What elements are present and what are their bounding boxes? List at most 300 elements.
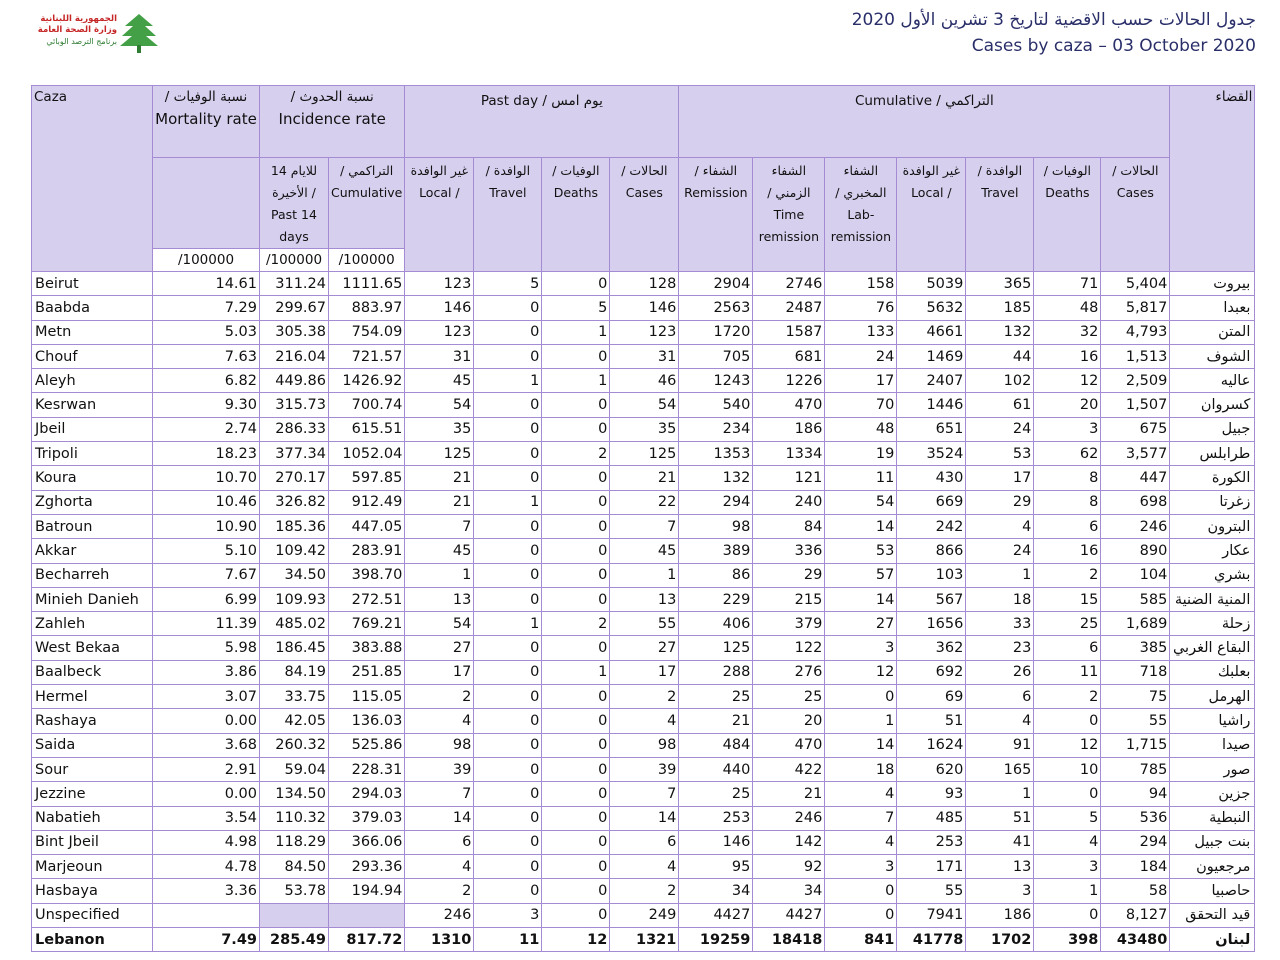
table-cell: 0 — [825, 879, 897, 903]
caza-name: Nabatieh — [32, 806, 153, 830]
caza-name: Aleyh — [32, 369, 153, 393]
table-cell: 0 — [542, 466, 610, 490]
table-cell: 186.45 — [260, 636, 329, 660]
table-cell: 128 — [610, 272, 679, 296]
table-cell: 379 — [753, 612, 825, 636]
caza-name: Jezzine — [32, 782, 153, 806]
table-cell: 84.19 — [260, 660, 329, 684]
table-cell: 4.98 — [153, 830, 260, 854]
table-cell: 0 — [1034, 903, 1101, 927]
table-cell: 294 — [1101, 830, 1170, 854]
logo-line-2: وزارة الصحة العامة — [37, 25, 117, 35]
table-row — [32, 903, 1255, 927]
table-cell: 21 — [753, 782, 825, 806]
table-cell: 4.78 — [153, 855, 260, 879]
table-cell: 2407 — [897, 369, 966, 393]
caza-name-ar: صور — [1170, 757, 1255, 781]
table-cell: 20 — [753, 709, 825, 733]
table-cell: 0 — [542, 855, 610, 879]
table-cell: 2904 — [679, 272, 753, 296]
table-cell: 0 — [474, 806, 542, 830]
caza-name-ar: صيدا — [1170, 733, 1255, 757]
table-cell: 817.72 — [329, 928, 405, 952]
table-cell: 7.29 — [153, 296, 260, 320]
table-cell: 33.75 — [260, 685, 329, 709]
caza-name-ar: البقاع الغربي — [1170, 636, 1255, 660]
table-cell: 136.03 — [329, 709, 405, 733]
table-cell: 4,793 — [1101, 320, 1170, 344]
table-cell: 7 — [405, 514, 474, 538]
table-cell: 2 — [542, 612, 610, 636]
table-cell: 18.23 — [153, 442, 260, 466]
table-cell: 15 — [1034, 587, 1101, 611]
table-cell: 59.04 — [260, 757, 329, 781]
table-row — [32, 757, 1255, 781]
table-cell: 33 — [966, 612, 1034, 636]
table-cell: 10.46 — [153, 490, 260, 514]
header-caza: Caza — [32, 86, 153, 272]
table-cell: 4 — [1034, 830, 1101, 854]
table-cell: 912.49 — [329, 490, 405, 514]
caza-name: Zahleh — [32, 612, 153, 636]
table-cell: 246 — [1101, 514, 1170, 538]
table-cell: 4 — [825, 830, 897, 854]
table-cell: 1 — [542, 320, 610, 344]
table-cell: 10 — [1034, 757, 1101, 781]
table-cell: 2563 — [679, 296, 753, 320]
table-cell: 288 — [679, 660, 753, 684]
table-cell: 336 — [753, 539, 825, 563]
table-cell: 366.06 — [329, 830, 405, 854]
table-cell: 0 — [542, 636, 610, 660]
caza-name-ar: النبطية — [1170, 806, 1255, 830]
table-cell: 62 — [1034, 442, 1101, 466]
table-cell: 769.21 — [329, 612, 405, 636]
table-cell: 3.68 — [153, 733, 260, 757]
table-cell: 365 — [966, 272, 1034, 296]
caza-name: Bint Jbeil — [32, 830, 153, 854]
caza-name: Sour — [32, 757, 153, 781]
table-cell: 3 — [1034, 417, 1101, 441]
table-cell: 1,689 — [1101, 612, 1170, 636]
table-cell: 1310 — [405, 928, 474, 952]
table-cell: 1,513 — [1101, 344, 1170, 368]
table-cell: 620 — [897, 757, 966, 781]
table-cell: 1702 — [966, 928, 1034, 952]
table-row — [32, 733, 1255, 757]
table-cell: 449.86 — [260, 369, 329, 393]
table-cell: 11 — [825, 466, 897, 490]
caza-name: Metn — [32, 320, 153, 344]
table-cell: 0.00 — [153, 782, 260, 806]
table-cell: 0 — [542, 587, 610, 611]
table-cell: 1 — [474, 612, 542, 636]
caza-name: West Bekaa — [32, 636, 153, 660]
table-cell: 3 — [1034, 855, 1101, 879]
table-cell: 1321 — [610, 928, 679, 952]
caza-name: Hermel — [32, 685, 153, 709]
table-cell: 6.99 — [153, 587, 260, 611]
table-cell: 122 — [753, 636, 825, 660]
table-cell: 2 — [1034, 685, 1101, 709]
table-cell: 5,404 — [1101, 272, 1170, 296]
table-cell: 692 — [897, 660, 966, 684]
table-cell: 7 — [405, 782, 474, 806]
table-cell: 92 — [753, 855, 825, 879]
table-cell: 45 — [405, 539, 474, 563]
table-cell: 146 — [610, 296, 679, 320]
table-cell: 109.93 — [260, 587, 329, 611]
table-cell: 5632 — [897, 296, 966, 320]
table-cell: 0 — [474, 879, 542, 903]
table-cell: 406 — [679, 612, 753, 636]
table-cell: 398 — [1034, 928, 1101, 952]
table-cell: 0 — [474, 685, 542, 709]
table-cell: 55 — [897, 879, 966, 903]
caza-name: Lebanon — [32, 928, 153, 952]
table-cell: 14 — [610, 806, 679, 830]
table-cell: 0 — [542, 539, 610, 563]
table-row — [32, 782, 1255, 806]
table-cell: 8 — [1034, 490, 1101, 514]
table-cell: 104 — [1101, 563, 1170, 587]
table-cell: 7 — [825, 806, 897, 830]
caza-name: Saida — [32, 733, 153, 757]
table-cell: 253 — [679, 806, 753, 830]
table-cell: 299.67 — [260, 296, 329, 320]
table-cell: 45 — [610, 539, 679, 563]
table-cell: 5.03 — [153, 320, 260, 344]
table-row — [32, 417, 1255, 441]
title-arabic: جدول الحالات حسب الاقضية لتاريخ 3 تشرين الأول 2020 — [851, 10, 1256, 30]
table-cell: 123 — [405, 272, 474, 296]
table-cell: 597.85 — [329, 466, 405, 490]
table-cell: 42.05 — [260, 709, 329, 733]
table-cell: 785 — [1101, 757, 1170, 781]
table-cell — [329, 903, 405, 927]
table-cell: 470 — [753, 733, 825, 757]
table-cell: 46 — [610, 369, 679, 393]
table-cell: 4 — [610, 709, 679, 733]
table-cell: 286.33 — [260, 417, 329, 441]
table-cell: 385 — [1101, 636, 1170, 660]
table-cell: 6.82 — [153, 369, 260, 393]
table-cell: 165 — [966, 757, 1034, 781]
table-cell: 7.63 — [153, 344, 260, 368]
table-cell: 31 — [405, 344, 474, 368]
table-cell: 27 — [610, 636, 679, 660]
table-cell: 3 — [474, 903, 542, 927]
header-cum-cases: الحالات / Cases — [1101, 158, 1170, 272]
caza-name-ar: زغرتا — [1170, 490, 1255, 514]
table-cell: 17 — [966, 466, 1034, 490]
table-cell: 84 — [753, 514, 825, 538]
table-cell: 123 — [610, 320, 679, 344]
header-deaths: الوفيات / Deaths — [542, 158, 610, 272]
table-cell: 34.50 — [260, 563, 329, 587]
table-cell: 110.32 — [260, 806, 329, 830]
table-cell: 54 — [405, 393, 474, 417]
table-cell: 294.03 — [329, 782, 405, 806]
table-cell: 3 — [825, 855, 897, 879]
table-cell: 249 — [610, 903, 679, 927]
table-cell: 4 — [610, 855, 679, 879]
header-inc-14days: للايام 14 / الأخيرة Past 14 days — [260, 158, 329, 249]
table-cell: 2 — [542, 442, 610, 466]
table-cell: 21 — [679, 709, 753, 733]
table-cell: 260.32 — [260, 733, 329, 757]
header-travel: الوافدة / Travel — [474, 158, 542, 272]
table-row — [32, 636, 1255, 660]
table-cell: 377.34 — [260, 442, 329, 466]
table-row — [32, 563, 1255, 587]
table-cell: 98 — [679, 514, 753, 538]
table-cell: 3.86 — [153, 660, 260, 684]
caza-name-ar: البترون — [1170, 514, 1255, 538]
table-cell: 17 — [405, 660, 474, 684]
logo-line-3: برنامج الترصد الوبائي — [46, 37, 117, 46]
table-cell: 4 — [966, 514, 1034, 538]
caza-name: Rashaya — [32, 709, 153, 733]
caza-name: Baalbeck — [32, 660, 153, 684]
table-cell: 0 — [474, 733, 542, 757]
table-cell: 21 — [610, 466, 679, 490]
table-cell: 51 — [966, 806, 1034, 830]
table-cell: 229 — [679, 587, 753, 611]
table-cell: 841 — [825, 928, 897, 952]
table-cell: 186 — [753, 417, 825, 441]
table-cell: 45 — [405, 369, 474, 393]
table-cell: 125 — [610, 442, 679, 466]
table-cell: 27 — [405, 636, 474, 660]
table-cell: 1 — [610, 563, 679, 587]
table-cell: 26 — [966, 660, 1034, 684]
table-cell: 669 — [897, 490, 966, 514]
table-cell: 0 — [474, 466, 542, 490]
table-cell: 0 — [542, 806, 610, 830]
caza-name: Hasbaya — [32, 879, 153, 903]
table-row — [32, 369, 1255, 393]
unit-mortality: /100000 — [153, 249, 260, 272]
caza-name-ar: لبنان — [1170, 928, 1255, 952]
table-cell: 315.73 — [260, 393, 329, 417]
table-cell: 0 — [474, 514, 542, 538]
table-cell: 0 — [1034, 709, 1101, 733]
table-cell: 1 — [474, 369, 542, 393]
table-cell: 246 — [753, 806, 825, 830]
table-cell: 398.70 — [329, 563, 405, 587]
caza-name: Tripoli — [32, 442, 153, 466]
table-cell: 55 — [610, 612, 679, 636]
table-cell: 1334 — [753, 442, 825, 466]
table-row — [32, 612, 1255, 636]
table-cell: 5039 — [897, 272, 966, 296]
table-cell: 102 — [966, 369, 1034, 393]
table-row — [32, 466, 1255, 490]
table-cell: 293.36 — [329, 855, 405, 879]
caza-name-ar: المنية الضنية — [1170, 587, 1255, 611]
table-cell: 311.24 — [260, 272, 329, 296]
table-cell: 20 — [1034, 393, 1101, 417]
caza-name: Beirut — [32, 272, 153, 296]
table-cell: 14 — [825, 587, 897, 611]
table-cell: 3 — [825, 636, 897, 660]
table-cell: 133 — [825, 320, 897, 344]
table-cell: 95 — [679, 855, 753, 879]
table-cell: 447.05 — [329, 514, 405, 538]
table-cell: 12 — [1034, 733, 1101, 757]
table-cell: 84.50 — [260, 855, 329, 879]
table-row — [32, 514, 1255, 538]
table-cell: 10.90 — [153, 514, 260, 538]
table-cell: 484 — [679, 733, 753, 757]
table-cell: 17 — [610, 660, 679, 684]
table-cell: 24 — [966, 539, 1034, 563]
table-cell: 0 — [542, 344, 610, 368]
table-cell: 0 — [825, 903, 897, 927]
header-inc-cumulative: التراكمي / Cumulative — [329, 158, 405, 249]
table-cell: 1446 — [897, 393, 966, 417]
table-cell: 7 — [610, 782, 679, 806]
table-cell: 389 — [679, 539, 753, 563]
table-cell: 1624 — [897, 733, 966, 757]
table-cell: 53.78 — [260, 879, 329, 903]
header-local: غير الوافدة Local / — [405, 158, 474, 272]
table-cell: 18418 — [753, 928, 825, 952]
table-cell: 0 — [474, 709, 542, 733]
caza-name: Akkar — [32, 539, 153, 563]
table-cell: 216.04 — [260, 344, 329, 368]
table-cell: 718 — [1101, 660, 1170, 684]
table-cell: 35 — [405, 417, 474, 441]
table-cell: 326.82 — [260, 490, 329, 514]
table-cell: 0.00 — [153, 709, 260, 733]
caza-name: Kesrwan — [32, 393, 153, 417]
table-cell: 11 — [474, 928, 542, 952]
caza-name-ar: بعلبك — [1170, 660, 1255, 684]
table-cell: 3,577 — [1101, 442, 1170, 466]
header-cum-travel: الوافدة / Travel — [966, 158, 1034, 272]
caza-name-ar: عكار — [1170, 539, 1255, 563]
table-cell: 0 — [474, 539, 542, 563]
table-cell: 53 — [966, 442, 1034, 466]
table-cell: 1,715 — [1101, 733, 1170, 757]
table-cell: 305.38 — [260, 320, 329, 344]
table-cell: 4 — [405, 855, 474, 879]
table-cell: 8,127 — [1101, 903, 1170, 927]
table-cell: 2 — [1034, 563, 1101, 587]
table-cell: 2 — [405, 685, 474, 709]
table-cell: 447 — [1101, 466, 1170, 490]
table-cell: 184 — [1101, 855, 1170, 879]
table-cell: 32 — [1034, 320, 1101, 344]
table-row — [32, 344, 1255, 368]
table-cell: 121 — [753, 466, 825, 490]
table-cell: 276 — [753, 660, 825, 684]
table-cell: 705 — [679, 344, 753, 368]
table-cell: 58 — [1101, 879, 1170, 903]
table-cell: 142 — [753, 830, 825, 854]
table-cell: 215 — [753, 587, 825, 611]
header-mortality: نسبة الوفيات / Mortality rate — [153, 86, 260, 158]
table-cell: 2 — [405, 879, 474, 903]
caza-name: Unspecified — [32, 903, 153, 927]
table-cell: 651 — [897, 417, 966, 441]
table-cell: 51 — [897, 709, 966, 733]
table-cell: 525.86 — [329, 733, 405, 757]
table-cell: 0 — [542, 757, 610, 781]
table-cell: 0 — [474, 320, 542, 344]
table-row — [32, 393, 1255, 417]
caza-name-ar: المتن — [1170, 320, 1255, 344]
table-cell: 2746 — [753, 272, 825, 296]
table-cell: 3.07 — [153, 685, 260, 709]
table-cell: 44 — [966, 344, 1034, 368]
table-cell: 6 — [1034, 636, 1101, 660]
table-cell: 0 — [474, 417, 542, 441]
table-cell: 0 — [542, 903, 610, 927]
header-mortality-blank — [153, 158, 260, 249]
header-cumulative: Cumulative / التراكمي — [679, 86, 1170, 158]
table-cell: 17 — [825, 369, 897, 393]
caza-name: Baabda — [32, 296, 153, 320]
table-cell: 48 — [1034, 296, 1101, 320]
caza-name: Koura — [32, 466, 153, 490]
table-cell: 0 — [474, 563, 542, 587]
table-cell: 0 — [542, 879, 610, 903]
table-cell: 76 — [825, 296, 897, 320]
table-cell: 681 — [753, 344, 825, 368]
unit-inc-cum: /100000 — [329, 249, 405, 272]
table-cell: 0 — [542, 272, 610, 296]
table-cell: 2487 — [753, 296, 825, 320]
caza-name-ar: الشوف — [1170, 344, 1255, 368]
caza-name-ar: مرجعيون — [1170, 855, 1255, 879]
table-cell: 94 — [1101, 782, 1170, 806]
table-cell: 1243 — [679, 369, 753, 393]
table-row — [32, 320, 1255, 344]
caza-name-ar: الهرمل — [1170, 685, 1255, 709]
table-cell: 272.51 — [329, 587, 405, 611]
table-cell: 1587 — [753, 320, 825, 344]
table-cell: 1469 — [897, 344, 966, 368]
caza-name-ar: قيد التحقق — [1170, 903, 1255, 927]
cases-by-caza-table — [31, 85, 1255, 952]
table-cell: 29 — [753, 563, 825, 587]
caza-name-ar: راشيا — [1170, 709, 1255, 733]
table-cell: 1111.65 — [329, 272, 405, 296]
table-cell: 0 — [542, 830, 610, 854]
table-cell: 890 — [1101, 539, 1170, 563]
table-cell: 0 — [474, 393, 542, 417]
table-cell: 5,817 — [1101, 296, 1170, 320]
table-cell: 0 — [474, 587, 542, 611]
table-row — [32, 709, 1255, 733]
table-cell: 4 — [405, 709, 474, 733]
ministry-logo — [22, 10, 162, 56]
table-cell: 2,509 — [1101, 369, 1170, 393]
table-cell: 485 — [897, 806, 966, 830]
table-cell: 146 — [679, 830, 753, 854]
header-lab-remission: الشفاء المخبري / Lab-remission — [825, 158, 897, 272]
table-cell: 700.74 — [329, 393, 405, 417]
table-cell: 7 — [610, 514, 679, 538]
table-cell: 866 — [897, 539, 966, 563]
table-row — [32, 442, 1255, 466]
table-cell: 70 — [825, 393, 897, 417]
table-cell: 6 — [610, 830, 679, 854]
table-cell: 253 — [897, 830, 966, 854]
